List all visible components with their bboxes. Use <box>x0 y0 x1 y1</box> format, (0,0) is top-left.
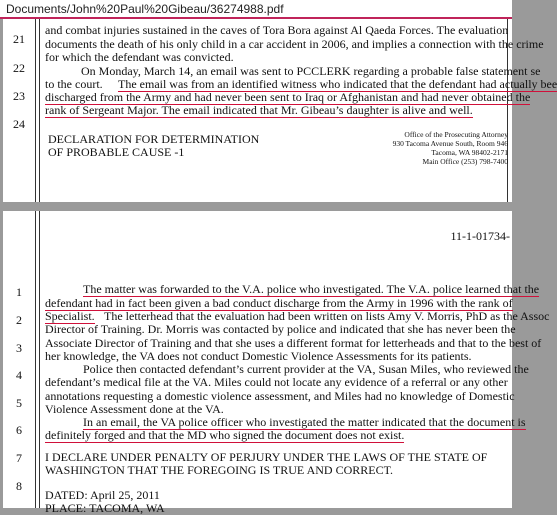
body-text-line: and combat injuries sustained in the caves of Tora Bora against Al Qaeda Forces. The evaluation <box>45 23 509 37</box>
declaration-line: I DECLARE UNDER PENALTY OF PERJURY UNDER THE LAWS OF THE STATE OF <box>45 450 488 464</box>
line-number: 3 <box>16 341 22 355</box>
office-line: Tacoma, WA 98402-2171 <box>431 148 508 157</box>
margin-rule <box>35 211 36 508</box>
highlighted-text-line: discharged from the Army and had never been sent to Iraq or Afghanistan and had never obtained the <box>45 90 531 104</box>
body-text-line: Associate Director of Training and that she uses a different format for letterheads and that to the best of <box>45 336 542 350</box>
highlighted-text-line: Specialist. <box>45 309 95 323</box>
footer-title-line: OF PROBABLE CAUSE -1 <box>48 145 185 159</box>
declaration-line: WASHINGTON THAT THE FOREGOING IS TRUE AND CORRECT. <box>45 463 394 477</box>
body-text-line: Director of Training. Dr. Morris was contacted by police and indicated that she has never been the <box>45 322 516 336</box>
line-number: 21 <box>13 32 25 46</box>
prosecutor-office-address <box>393 130 508 166</box>
body-text-line: On Monday, March 14, an email was sent to PCCLERK regarding a probable false statement se <box>81 64 541 78</box>
highlighted-text-line: The matter was forwarded to the V.A. police who investigated. The V.A. police learned that the <box>83 282 540 296</box>
line-number: 6 <box>16 423 22 437</box>
body-text-line: for which the defendant was convicted. <box>45 50 234 64</box>
margin-rule <box>35 19 36 202</box>
line-number: 7 <box>16 451 22 465</box>
line-number: 24 <box>13 117 25 131</box>
place-line: PLACE: TACOMA, WA <box>45 501 165 515</box>
margin-rule <box>39 19 40 202</box>
line-number: 8 <box>16 479 22 493</box>
footer-title-line: DECLARATION FOR DETERMINATION <box>48 132 260 146</box>
body-text-line: defendant’s medical file at the VA. Miles could not locate any evidence of a referral or any other <box>45 375 508 389</box>
line-number: 2 <box>16 313 22 327</box>
highlighted-text-line: defendant had in fact been given a bad conduct discharge from the Army in 1996 with the rank of <box>45 296 513 310</box>
highlighted-text-line: definitely forged and that the MD who signed the document does not exist. <box>45 428 405 442</box>
case-number: 11-1-01734- <box>450 229 510 243</box>
margin-rule <box>39 211 40 508</box>
highlighted-text-line: rank of Sergeant Major. The email indicated that Mr. Gibeau’s daughter is alive and well. <box>45 103 473 117</box>
line-number: 1 <box>16 285 22 299</box>
document-path: Documents/John%20Paul%20Gibeau/36274988.pdf <box>6 2 284 16</box>
body-text-line: to the court. <box>45 77 103 91</box>
body-text-line: annotations requesting a domestic violence assessment, and Miles had no knowledge of Domestic <box>45 389 515 403</box>
body-text-line: documents the death of his only child in a car accident in 2006, and implies a connection with the crime <box>45 37 544 51</box>
office-line: Main Office (253) 798-7400 <box>422 157 508 166</box>
body-text-line: Violence Assessment done at the VA. <box>45 402 224 416</box>
pdf-page-1 <box>3 19 557 202</box>
document-path-bar[interactable] <box>0 0 512 19</box>
body-text-line: The letterhead that the evaluation had been written on lists Amy V. Morris, PhD as the Assoc <box>104 309 550 323</box>
office-line: 930 Tacoma Avenue South, Room 946 <box>392 139 508 148</box>
body-text-line: Police then contacted defendant’s current provider at the VA, Susan Miles, who reviewed the <box>83 362 529 376</box>
office-line: Office of the Prosecuting Attorney <box>404 130 508 139</box>
line-number: 4 <box>16 368 22 382</box>
pdf-page-2 <box>3 211 550 515</box>
highlighted-text-line: In an email, the VA police officer who investigated the matter indicated that the document is <box>83 415 526 429</box>
line-number: 5 <box>16 396 22 410</box>
body-text-line: her knowledge, the VA does not conduct Domestic Violence Assessments for its patients. <box>45 349 472 363</box>
line-number: 23 <box>13 89 25 103</box>
dated-line: DATED: April 25, 2011 <box>45 488 160 502</box>
highlighted-text-line: The email was from an identified witness who indicated that the defendant had actually bee <box>118 77 557 91</box>
line-number: 22 <box>13 61 25 75</box>
